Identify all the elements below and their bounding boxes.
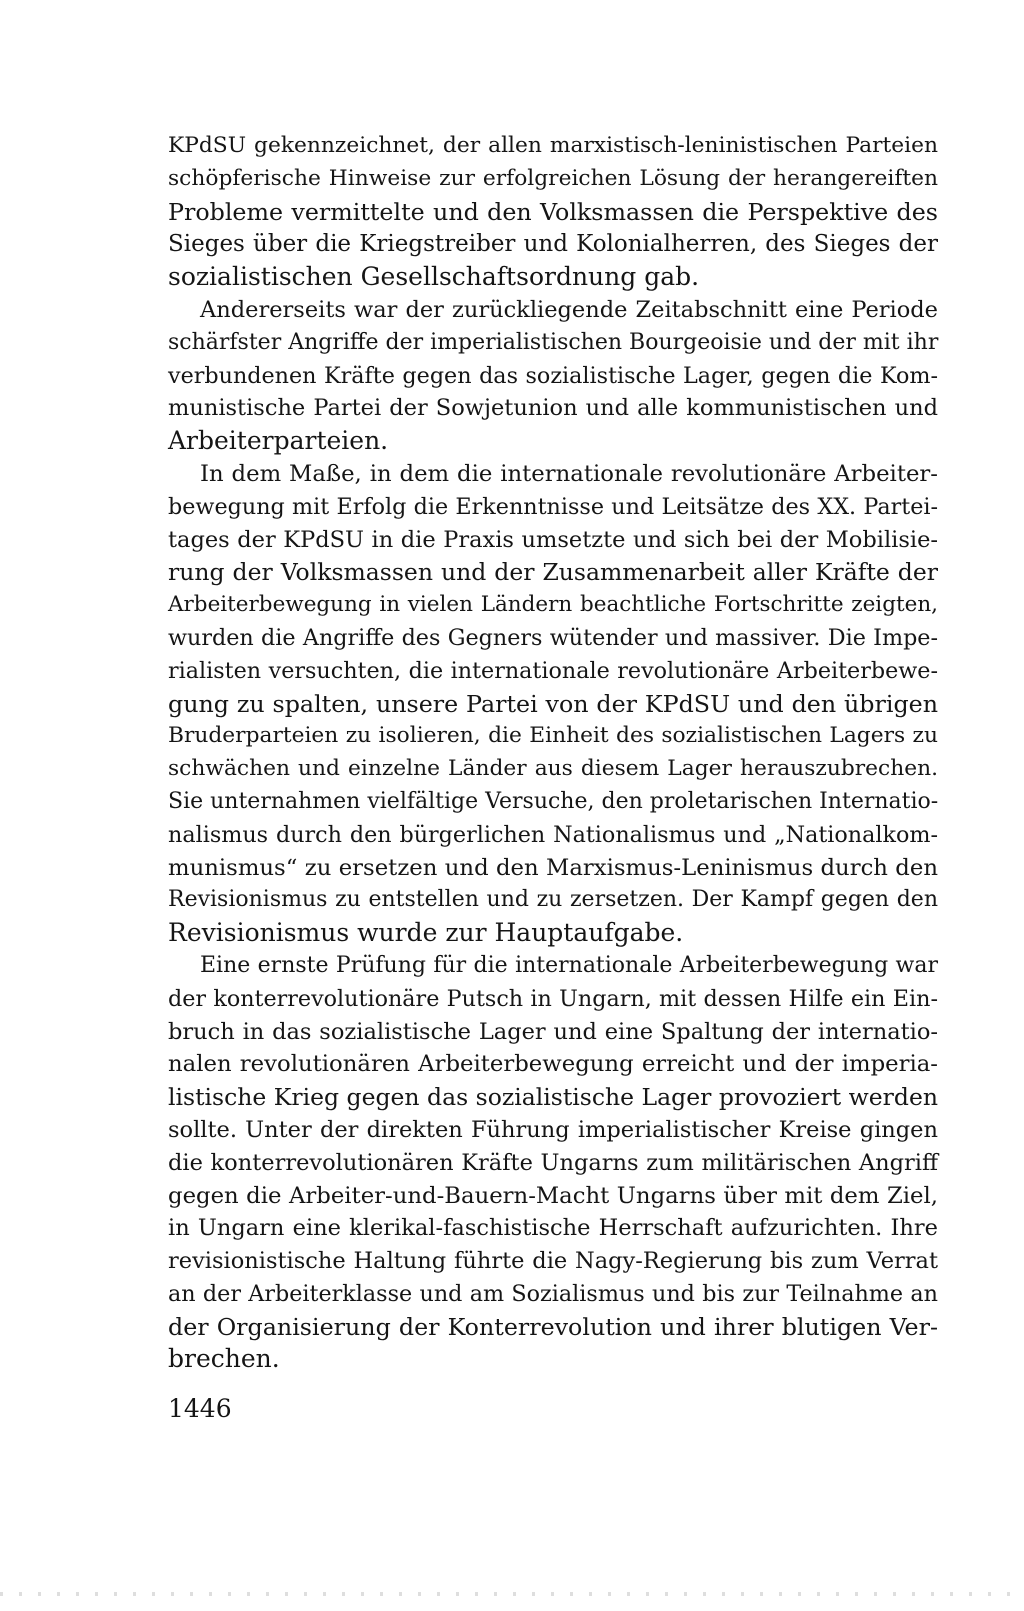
page-number: 1446: [168, 1394, 232, 1423]
text-line: KPdSU gekennzeichnet, der allen marxistisch-leninistischen Parteien: [168, 133, 938, 158]
text-line: sozialistischen Gesellschaftsordnung gab.: [168, 262, 700, 292]
text-line: wurden die Angriffe des Gegners wütender und massiver. Die Impe-: [168, 624, 938, 651]
text-line: Revisionismus zu entstellen und zu zersetzen. Der Kampf gegen den: [168, 887, 938, 913]
text-line: Andererseits war der zurückliegende Zeitabschnitt eine Periode: [200, 296, 938, 323]
text-line: Probleme vermittelte und den Volksmassen die Perspektive des: [168, 197, 938, 226]
text-line: bruch in das sozialistische Lager und eine Spaltung der internatio-: [168, 1018, 938, 1045]
text-line: rialisten versuchten, die internationale revolutionäre Arbeiterbewe-: [168, 657, 938, 684]
text-line: Arbeiterparteien.: [168, 426, 389, 456]
text-line: munistische Partei der Sowjetunion und alle kommunistischen und: [168, 395, 938, 422]
text-line: brechen.: [168, 1344, 280, 1374]
text-line: der Organisierung der Konterrevolution und ihrer blutigen Ver-: [168, 1312, 938, 1341]
text-line: schärfster Angriffe der imperialistischen Bourgeoisie und der mit ihr: [168, 329, 939, 355]
text-line: nalen revolutionären Arbeiterbewegung erreicht und der imperia-: [168, 1051, 938, 1078]
paragraph: [168, 130, 938, 294]
paragraph: [168, 294, 938, 458]
text-line: sollte. Unter der direkten Führung imperialistischer Kreise gingen: [168, 1116, 938, 1143]
text-line: gung zu spalten, unsere Partei von der KPdSU und den übrigen: [168, 689, 938, 718]
text-line: Revisionismus wurde zur Hauptaufgabe.: [168, 918, 684, 948]
text-line: munismus“ zu ersetzen und den Marxismus-Leninismus durch den: [168, 854, 938, 881]
text-line: Arbeiterbewegung in vielen Ländern beachtliche Fortschritte zeigten,: [168, 592, 938, 618]
page-body: [168, 130, 938, 1376]
text-line: gegen die Arbeiter-und-Bauern-Macht Ungarns über mit dem Ziel,: [168, 1182, 938, 1209]
text-line: bewegung mit Erfolg die Erkenntnisse und Leitsätze des XX. Partei-: [168, 493, 938, 520]
text-line: In dem Maße, in dem die internationale revolutionäre Arbeiter-: [200, 460, 938, 487]
text-line: rung der Volksmassen und der Zusammenarbeit aller Kräfte der: [168, 558, 938, 587]
text-line: der konterrevolutionäre Putsch in Ungarn, mit dessen Hilfe ein Ein-: [168, 985, 938, 1012]
paragraph: [168, 458, 938, 950]
text-line: Bruderparteien zu isolieren, die Einheit des sozialistischen Lagers zu: [168, 723, 938, 749]
text-line: listische Krieg gegen das sozialistische Lager provoziert werden: [168, 1083, 938, 1112]
text-line: schwächen und einzelne Länder aus diesem Lager herauszubrechen.: [168, 756, 938, 782]
text-line: verbundenen Kräfte gegen das sozialistische Lager, gegen die Kom-: [168, 362, 938, 389]
scan-edge-specks: [0, 1592, 1024, 1596]
text-line: schöpferische Hinweise zur erfolgreichen Lösung der herangereiften: [168, 165, 938, 191]
text-line: an der Arbeiterklasse und am Sozialismus und bis zur Teilnahme an: [168, 1280, 938, 1307]
text-line: in Ungarn eine klerikal-faschistische Herrschaft aufzurichten. Ihre: [168, 1215, 938, 1242]
text-line: Sie unternahmen vielfältige Versuche, den proletarischen Internatio-: [168, 788, 939, 814]
text-line: tages der KPdSU in die Praxis umsetzte und sich bei der Mobilisie-: [168, 526, 938, 553]
text-line: nalismus durch den bürgerlichen Nationalismus und „Nationalkom-: [168, 821, 938, 848]
text-line: Eine ernste Prüfung für die internationale Arbeiterbewegung war: [200, 952, 938, 978]
text-line: die konterrevolutionären Kräfte Ungarns zum militärischen Angriff: [168, 1149, 938, 1176]
paragraph: [168, 950, 938, 1376]
text-line: revisionistische Haltung führte die Nagy-Regierung bis zum Verrat: [168, 1248, 938, 1275]
text-line: Sieges über die Kriegstreiber und Kolonialherren, des Sieges der: [168, 231, 938, 258]
